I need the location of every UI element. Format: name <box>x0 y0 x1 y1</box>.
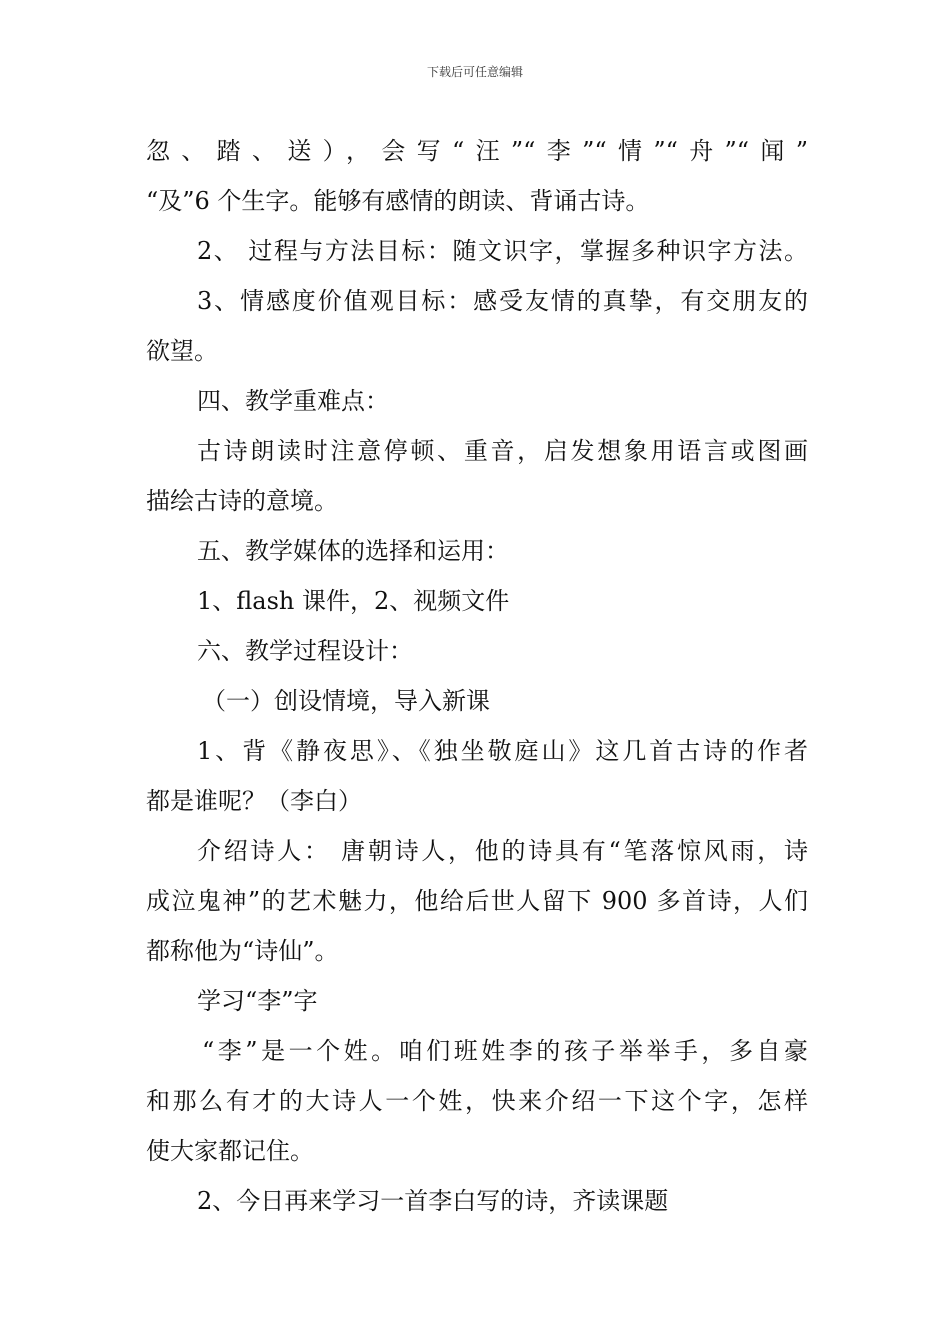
paragraph-line: 都是谁呢？（李白） <box>146 787 362 815</box>
document-body <box>146 126 808 1226</box>
paragraph-line: 介绍诗人： 唐朝诗人，他的诗具有“笔落惊风雨，诗 <box>197 837 808 865</box>
paragraph-line: 学习“李”字 <box>197 987 318 1015</box>
paragraph-line: 使大家都记住。 <box>146 1137 314 1165</box>
paragraph-line: “李”是一个姓。咱们班姓李的孩子举举手，多自豪 <box>202 1037 808 1065</box>
paragraph-line: 古诗朗读时注意停顿、重音，启发想象用语言或图画 <box>197 437 808 465</box>
paragraph-line: 成泣鬼神”的艺术魅力，他给后世人留下 900 多首诗，人们 <box>146 887 808 915</box>
section-heading: 六、教学过程设计： <box>197 637 413 665</box>
paragraph-line: 2、 过程与方法目标：随文识字，掌握多种识字方法。 <box>197 237 808 265</box>
paragraph-line: “及”6 个生字。能够有感情的朗读、背诵古诗。 <box>146 187 650 215</box>
page-header: 下载后可任意编辑 <box>426 65 523 79</box>
section-heading: 四、教学重难点： <box>197 387 389 415</box>
paragraph-line: 3、情感度价值观目标：感受友情的真挚，有交朋友的 <box>197 287 808 315</box>
section-heading: 五、教学媒体的选择和运用： <box>197 537 509 565</box>
paragraph-line: 忽、踏、送），会写“汪”“李”“情”“舟”“闻” <box>146 137 808 165</box>
paragraph-line: 2、今日再来学习一首李白写的诗，齐读课题 <box>197 1187 669 1215</box>
paragraph-line: 1、flash 课件，2、视频文件 <box>197 587 510 615</box>
paragraph-line: 和那么有才的大诗人一个姓，快来介绍一下这个字，怎样 <box>146 1087 808 1115</box>
paragraph-line: 描绘古诗的意境。 <box>146 487 338 515</box>
paragraph-line: 欲望。 <box>146 337 218 365</box>
paragraph-line: 1、背《静夜思》、《独坐敬庭山》这几首古诗的作者 <box>197 737 808 765</box>
paragraph-line: 都称他为“诗仙”。 <box>146 937 339 965</box>
subsection-heading: （一）创设情境，导入新课 <box>202 687 490 715</box>
